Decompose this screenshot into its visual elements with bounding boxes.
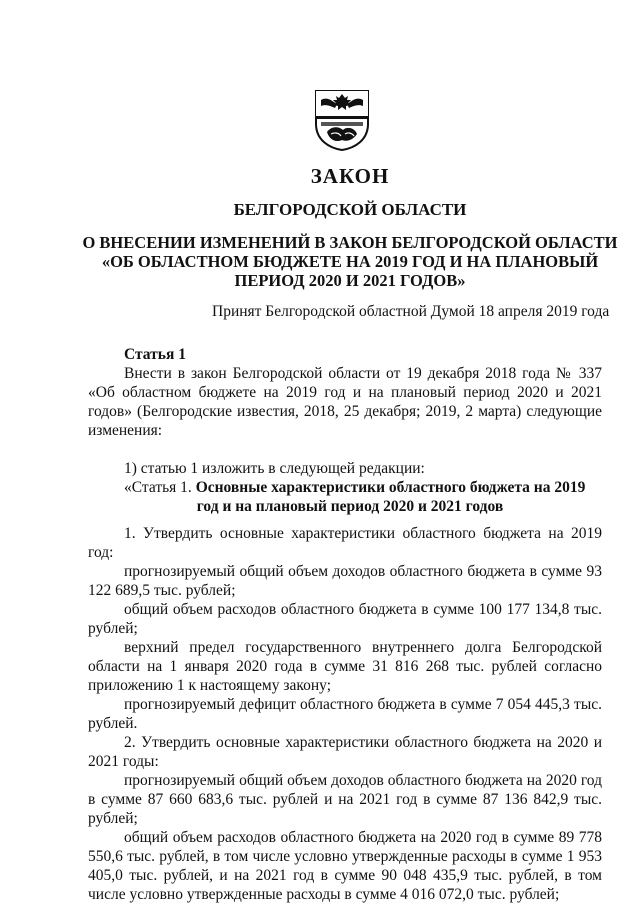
quoted-article-name-cont: год и на плановый период 2020 и 2021 годов xyxy=(196,498,504,515)
paragraph: верхний предел государственного внутреннего долга Белгородской области на 1 января 2020 года в сумме 31 816 268 тыс. рублей согласно приложению 1 к настоящему закону; xyxy=(88,639,602,694)
article-heading: Статья 1 xyxy=(124,346,186,363)
paragraph: общий объем расходов областного бюджета на 2020 год в сумме 89 778 550,6 тыс. рублей, в том числе условно утвержденные расходы в сумме 1 953 405,0 тыс. рублей, и на 2021 год в сумме 90 048 435,9 тыс. рублей, в том числе условно утвержденные расходы в сумме 4 016 072,0 тыс. рублей; xyxy=(88,829,602,903)
quoted-article-prefix: «Статья 1. xyxy=(124,479,192,496)
paragraph: прогнозируемый дефицит областного бюджета в сумме 7 054 445,3 тыс. рублей. xyxy=(88,696,602,732)
law-title: ЗАКОН xyxy=(310,164,390,188)
article-intro: Внести в закон Белгородской области от 19 декабря 2018 года № 337 «Об областном бюджете на 2019 год и на плановый период 2020 и 2021 годов» (Белгородские известия, 2018, 25 декабря; 2019, 2 марта) следующие изменения: xyxy=(88,365,602,439)
paragraph: прогнозируемый общий объем доходов областного бюджета в сумме 93 122 689,5 тыс. рублей; xyxy=(88,563,602,599)
amendment-item: 1) статью 1 изложить в следующей редакции: xyxy=(124,460,425,477)
law-subject xyxy=(0,233,640,290)
law-subject-line: О ВНЕСЕНИИ ИЗМЕНЕНИЙ В ЗАКОН БЕЛГОРОДСКОЙ ОБЛАСТИ xyxy=(82,233,618,252)
quoted-article-name: Основные характеристики областного бюджета на 2019 xyxy=(195,479,586,496)
law-subject-line: «ОБ ОБЛАСТНОМ БЮДЖЕТЕ НА 2019 ГОД И НА ПЛАНОВЫЙ xyxy=(101,252,599,271)
quoted-article-title xyxy=(88,478,602,497)
law-subject-line: ПЕРИОД 2020 И 2021 ГОДОВ» xyxy=(234,271,466,290)
region-title: БЕЛГОРОДСКОЙ ОБЛАСТИ xyxy=(233,200,467,219)
document-body xyxy=(88,345,602,904)
paragraph: 2. Утвердить основные характеристики областного бюджета на 2020 и 2021 годы: xyxy=(88,734,602,770)
paragraph: общий объем расходов областного бюджета в сумме 100 177 134,8 тыс. рублей; xyxy=(88,601,602,637)
paragraph: прогнозируемый общий объем доходов областного бюджета на 2020 год в сумме 87 660 683,6 тыс. рублей и на 2021 год в сумме 87 136 842,9 тыс. рублей; xyxy=(88,772,602,827)
coat-of-arms-emblem xyxy=(313,88,371,152)
paragraph: 1. Утвердить основные характеристики областного бюджета на 2019 год: xyxy=(88,525,602,561)
adoption-note: Принят Белгородской областной Думой 18 апреля 2019 года xyxy=(212,303,610,320)
